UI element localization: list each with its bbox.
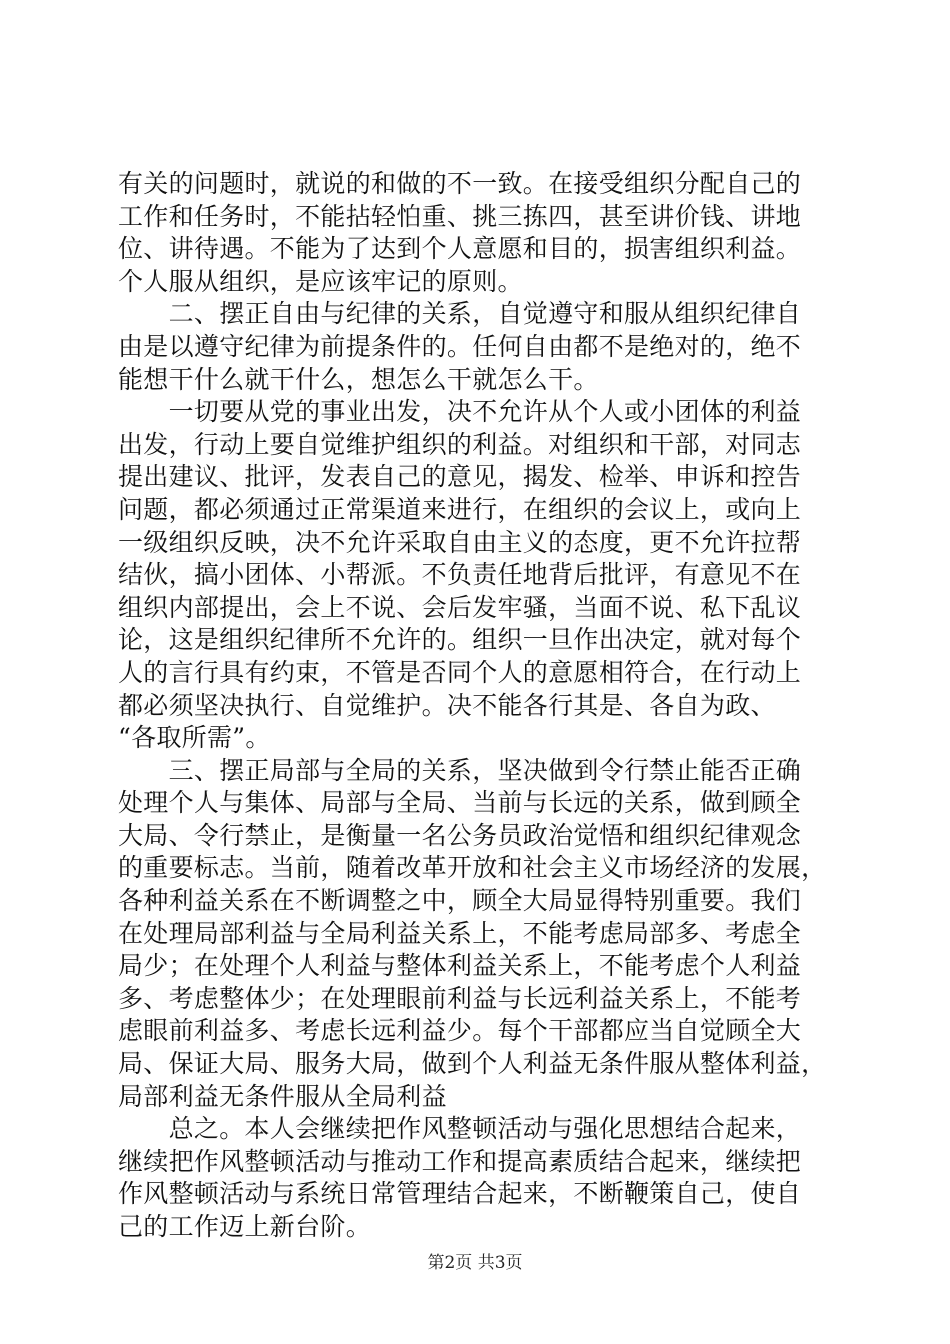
text-line: 作风整顿活动与系统日常管理结合起来，不断鞭策自己，使自 bbox=[118, 1179, 802, 1209]
text-line: 出发，行动上要自觉维护组织的利益。对组织和干部，对同志 bbox=[118, 429, 802, 459]
text-line: 人的言行具有约束，不管是否同个人的意愿相符合，在行动上 bbox=[118, 657, 802, 687]
text-line: 在处理局部利益与全局利益关系上，不能考虑局部多、考虑全 bbox=[118, 918, 802, 948]
text-line: 都必须坚决执行、自觉维护。决不能各行其是、各自为政、 bbox=[118, 690, 776, 720]
text-line: 工作和任务时，不能拈轻怕重、挑三拣四，甚至讲价钱、讲地 bbox=[118, 201, 802, 231]
text-line: 多、考虑整体少；在处理眼前利益与长远利益关系上，不能考 bbox=[118, 983, 802, 1013]
text-line: 的重要标志。当前，随着改革开放和社会主义市场经济的发展， bbox=[118, 853, 827, 883]
text-line: 处理个人与集体、局部与全局、当前与长远的关系，做到顾全 bbox=[118, 788, 802, 818]
text-line: 总之。本人会继续把作风整顿活动与强化思想结合起来， bbox=[118, 1114, 802, 1144]
text-line: 各种利益关系在不断调整之中，顾全大局显得特别重要。我们 bbox=[118, 886, 802, 916]
text-line: 二、摆正自由与纪律的关系，自觉遵守和服从组织纪律自 bbox=[118, 299, 802, 329]
text-line: 局少；在处理个人利益与整体利益关系上，不能考虑个人利益 bbox=[118, 951, 802, 981]
text-line: 位、讲待遇。不能为了达到个人意愿和目的，损害组织利益。 bbox=[118, 234, 802, 264]
text-line: 能想干什么就干什么，想怎么干就怎么干。 bbox=[118, 364, 599, 394]
text-line: 一级组织反映，决不允许采取自由主义的态度，更不允许拉帮 bbox=[118, 527, 802, 557]
text-line: 组织内部提出，会上不说、会后发牢骚，当面不说、私下乱议 bbox=[118, 592, 802, 622]
text-line: 大局、令行禁止，是衡量一名公务员政治觉悟和组织纪律观念 bbox=[118, 820, 802, 850]
text-line: “各取所需”。 bbox=[118, 723, 271, 753]
text-line: 提出建议、批评，发表自己的意见，揭发、检举、申诉和控告 bbox=[118, 462, 802, 492]
text-line: 虑眼前利益多、考虑长远利益少。每个干部都应当自觉顾全大 bbox=[118, 1016, 802, 1046]
text-line: 有关的问题时，就说的和做的不一致。在接受组织分配自己的 bbox=[118, 169, 802, 198]
text-line: 继续把作风整顿活动与推动工作和提高素质结合起来，继续把 bbox=[118, 1146, 802, 1176]
text-line: 局、保证大局、服务大局，做到个人利益无条件服从整体利益， bbox=[118, 1049, 827, 1079]
text-line: 结伙，搞小团体、小帮派。不负责任地背后批评，有意见不在 bbox=[118, 560, 802, 590]
text-line: 一切要从党的事业出发，决不允许从个人或小团体的利益 bbox=[118, 397, 802, 427]
text-line: 局部利益无条件服从全局利益 bbox=[118, 1081, 447, 1111]
text-line: 三、摆正局部与全局的关系，坚决做到令行禁止能否正确 bbox=[118, 755, 802, 785]
text-line: 由是以遵守纪律为前提条件的。任何自由都不是绝对的，绝不 bbox=[118, 331, 802, 361]
text-line: 问题，都必须通过正常渠道来进行，在组织的会议上，或向上 bbox=[118, 494, 802, 524]
page-number-footer: 第2页 共3页 bbox=[427, 1253, 523, 1273]
document-body bbox=[118, 168, 838, 1244]
text-line: 己的工作迈上新台阶。 bbox=[118, 1212, 372, 1241]
text-line: 个人服从组织，是应该牢记的原则。 bbox=[118, 266, 523, 296]
text-line: 论，这是组织纪律所不允许的。组织一旦作出决定，就对每个 bbox=[118, 625, 802, 655]
